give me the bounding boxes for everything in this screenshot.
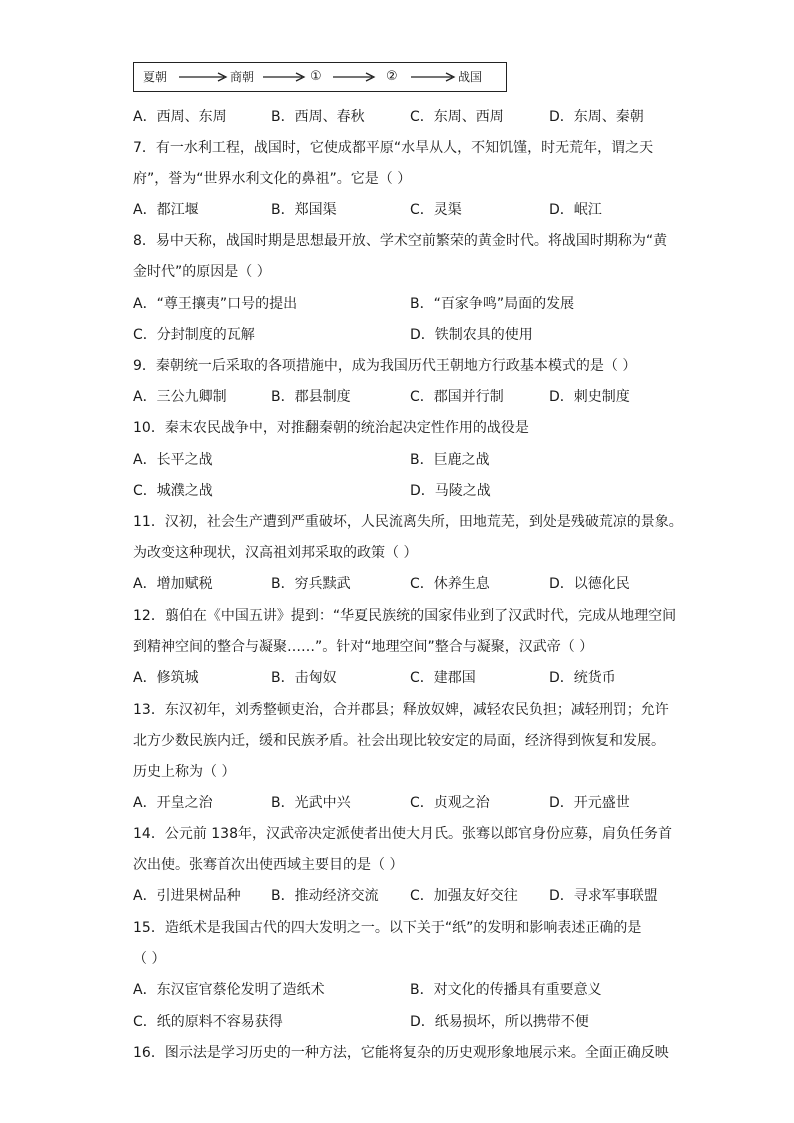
q7-option-c: C．灵渠 (410, 202, 462, 218)
q12-option-d: D．统货币 (549, 670, 616, 686)
dynasty-flow-diagram (133, 62, 507, 92)
q9-stem-line-1: 9．秦朝统一后采取的各项措施中，成为我国历代王朝地方行政基本模式的是（ ） (133, 358, 637, 374)
q10-option-c: C．城濮之战 (133, 483, 213, 499)
q8-stem-line-1: 8．易中天称，战国时期是思想最开放、学术空前繁荣的黄金时代。将战国时期称为“黄 (133, 233, 668, 249)
flow-arrow-icon (410, 71, 456, 83)
q11-stem-line-1: 11．汉初，社会生产遭到严重破坏，人民流离失所，田地荒芜，到处是残破荒凉的景象。 (133, 514, 683, 530)
q16-stem-line-1: 16．图示法是学习历史的一种方法，它能将复杂的历史观形象地展示来。全面正确反映 (133, 1045, 669, 1061)
q11-option-b: B．穷兵黩武 (271, 576, 351, 592)
flow-item-zhanguo: 战国 (458, 70, 483, 84)
q10-option-a: A．长平之战 (133, 452, 213, 468)
q11-option-c: C．休养生息 (410, 576, 490, 592)
q6-option-d: D．东周、秦朝 (549, 109, 644, 125)
flow-arrow-icon (332, 71, 376, 83)
q13-option-a: A．开皇之治 (133, 795, 213, 811)
q14-option-a: A．引进果树品种 (133, 888, 241, 904)
flow-item-shang: 商朝 (230, 70, 255, 84)
flow-item-blank-1: ① (310, 69, 322, 84)
q7-option-b: B．郑国渠 (271, 202, 337, 218)
flow-item-blank-2: ② (386, 69, 398, 84)
q6-option-b: B．西周、春秋 (271, 109, 365, 125)
q14-option-d: D．寻求军事联盟 (549, 888, 658, 904)
q15-option-a: A．东汉宦官蔡伦发明了造纸术 (133, 982, 325, 998)
q15-stem-line-1: 15．造纸术是我国古代的四大发明之一。以下关于“纸”的发明和影响表述正确的是 (133, 920, 642, 936)
q15-option-c: C．纸的原料不容易获得 (133, 1014, 283, 1030)
q15-option-b: B．对文化的传播具有重要意义 (410, 982, 602, 998)
q10-stem-line-1: 10．秦末农民战争中，对推翻秦朝的统治起决定性作用的战役是 (133, 420, 529, 436)
q7-option-a: A．都江堰 (133, 202, 199, 218)
q12-option-b: B．击匈奴 (271, 670, 337, 686)
q13-stem-line-1: 13．东汉初年，刘秀整顿吏治，合并郡县；释放奴婢，减轻农民负担；减轻刑罚；允许 (133, 702, 669, 718)
q14-stem-line-2: 次出使。张骞首次出使西域主要目的是（ ） (133, 857, 404, 873)
q13-option-b: B．光武中兴 (271, 795, 351, 811)
q11-option-d: D．以德化民 (549, 576, 630, 592)
q15-stem-line-2: （ ） (133, 951, 166, 967)
q10-option-d: D．马陵之战 (410, 483, 491, 499)
q10-option-b: B．巨鹿之战 (410, 452, 490, 468)
q13-option-d: D．开元盛世 (549, 795, 630, 811)
q15-option-d: D．纸易损坏，所以携带不便 (410, 1014, 589, 1030)
q11-stem-line-2: 为改变这种现状，汉高祖刘邦采取的政策（ ） (133, 545, 418, 561)
q8-option-c: C．分封制度的瓦解 (133, 327, 255, 343)
q11-option-a: A．增加赋税 (133, 576, 213, 592)
q9-option-d: D．刺史制度 (549, 389, 630, 405)
q8-option-b: B．“百家争鸣”局面的发展 (410, 296, 575, 312)
q12-stem-line-1: 12．翦伯在《中国五讲》提到：“华夏民族统的国家伟业到了汉武时代，完成从地理空间 (133, 608, 677, 624)
q9-option-c: C．郡国并行制 (410, 389, 504, 405)
q7-option-d: D．岷江 (549, 202, 602, 218)
q7-stem-line-1: 7．有一水利工程，战国时，它使成都平原“水旱从人，不知饥馑，时无荒年，谓之天 (133, 140, 654, 156)
q12-option-c: C．建郡国 (410, 670, 476, 686)
q6-option-a: A．西周、东周 (133, 109, 227, 125)
flow-arrow-icon (262, 71, 306, 83)
q8-option-a: A．“尊王攘夷”口号的提出 (133, 296, 298, 312)
q12-option-a: A．修筑城 (133, 670, 199, 686)
flow-arrow-icon (178, 71, 228, 83)
q13-option-c: C．贞观之治 (410, 795, 490, 811)
q13-stem-line-3: 历史上称为（ ） (133, 764, 236, 780)
q8-stem-line-2: 金时代”的原因是（ ） (133, 264, 271, 280)
q14-stem-line-1: 14．公元前 138年，汉武帝决定派使者出使大月氏。张骞以郎官身份应募，肩负任务首 (133, 826, 672, 842)
q8-option-d: D．铁制农具的使用 (410, 327, 533, 343)
q6-option-c: C．东周、西周 (410, 109, 504, 125)
q14-option-c: C．加强友好交往 (410, 888, 518, 904)
q14-option-b: B．推动经济交流 (271, 888, 379, 904)
q13-stem-line-2: 北方少数民族内迁，缓和民族矛盾。社会出现比较安定的局面，经济得到恢复和发展。 (133, 733, 665, 749)
q9-option-b: B．郡县制度 (271, 389, 351, 405)
flow-item-xia: 夏朝 (143, 70, 168, 84)
q7-stem-line-2: 府”，誉为“世界水利文化的鼻祖”。它是（ ） (133, 171, 412, 187)
q9-option-a: A．三公九卿制 (133, 389, 227, 405)
q12-stem-line-2: 到精神空间的整合与凝聚……”。针对“地理空间”整合与凝聚，汉武帝（ ） (133, 639, 594, 655)
